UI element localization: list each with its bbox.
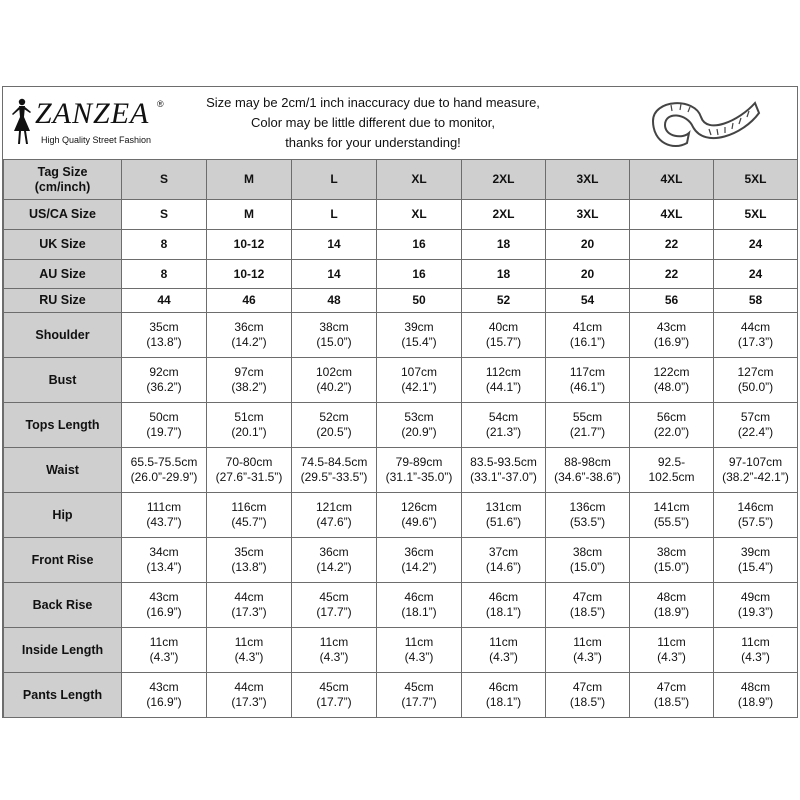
measure-value-secondary: (22.0”): [653, 425, 690, 439]
measure-value-secondary: (18.5”): [653, 695, 690, 709]
measure-cell: [377, 358, 462, 403]
measure-value-secondary: (34.6”-38.6”): [554, 470, 621, 484]
measure-cell: [462, 358, 546, 403]
measure-cell: [462, 403, 546, 448]
measure-cell: [207, 358, 292, 403]
measure-value-primary: 11cm: [573, 635, 602, 649]
measure-cell: [377, 448, 462, 493]
measure-value-secondary: (14.2”): [231, 335, 267, 349]
measure-value-primary: 56cm: [656, 410, 687, 424]
measure-cell: [714, 628, 798, 673]
measure-value-secondary: (18.5”): [569, 605, 606, 619]
measure-cell: [377, 493, 462, 538]
measure-cell: [546, 313, 630, 358]
measure-value-secondary: (51.6”): [485, 515, 522, 529]
measure-value-primary: 43cm: [149, 680, 179, 694]
measure-value-primary: 48cm: [656, 590, 687, 604]
size-chart: [2, 86, 798, 718]
measure-value-secondary: (19.3”): [737, 605, 774, 619]
size-row-us: [4, 200, 798, 230]
measure-value-primary: 47cm: [572, 680, 603, 694]
measure-value-secondary: (29.5”-33.5”): [300, 470, 368, 484]
measure-cell: [122, 313, 207, 358]
measure-cell: [630, 448, 714, 493]
measure-value-primary: 11cm: [741, 635, 770, 649]
measure-value-secondary: (20.5”): [316, 425, 352, 439]
measure-row-inside-length: [4, 628, 798, 673]
measure-cell: [292, 448, 377, 493]
measure-row-label: Bust: [4, 358, 122, 403]
measure-value-primary: 57cm: [740, 410, 771, 424]
measure-cell: [546, 448, 630, 493]
tag-size-cell: 4XL: [630, 160, 714, 200]
tag-size-cell: 5XL: [714, 160, 798, 200]
measure-cell: [122, 583, 207, 628]
measure-value-secondary: (15.4”): [401, 335, 437, 349]
measure-value-primary: 107cm: [400, 365, 438, 379]
size-cell: 16: [377, 260, 462, 289]
measure-value-primary: 35cm: [234, 545, 264, 559]
measure-value-secondary: (49.6”): [401, 515, 437, 529]
measure-value-secondary: (42.1”): [401, 380, 437, 394]
measure-cell: [377, 628, 462, 673]
measure-value-secondary: (4.3”): [741, 650, 770, 664]
size-chart-header: [3, 87, 797, 160]
measure-value-secondary: (17.7”): [316, 605, 352, 619]
measure-cell: [462, 448, 546, 493]
size-cell: 22: [630, 260, 714, 289]
fashion-figure-icon: [9, 97, 35, 147]
measure-value-secondary: (18.1”): [401, 605, 437, 619]
measure-cell: [630, 628, 714, 673]
measure-value-secondary: (20.1”): [231, 425, 267, 439]
measure-value-primary: 112cm: [485, 365, 522, 379]
measure-cell: [207, 313, 292, 358]
measure-value-secondary: (15.7”): [485, 335, 522, 349]
measure-value-primary: 88-98cm: [564, 455, 611, 469]
tag-size-row: [4, 160, 798, 200]
measure-cell: [377, 583, 462, 628]
measure-value-secondary: (16.9”): [146, 695, 182, 709]
measure-value-secondary: (17.7”): [401, 695, 437, 709]
measure-value-secondary: (44.1”): [485, 380, 522, 394]
measure-value-primary: 39cm: [740, 545, 771, 559]
notice-line-2: Color may be little different due to monitor,: [251, 115, 495, 130]
measure-value-secondary: (4.3”): [657, 650, 686, 664]
size-row-au: [4, 260, 798, 289]
tag-size-cell: M: [207, 160, 292, 200]
measure-cell: [377, 538, 462, 583]
size-row-ru: [4, 289, 798, 313]
measure-value-primary: 122cm: [653, 365, 690, 379]
size-cell: 22: [630, 230, 714, 260]
measure-cell: [377, 313, 462, 358]
measure-value-primary: 136cm: [569, 500, 606, 514]
measure-value-primary: 65.5-75.5cm: [130, 455, 198, 469]
measure-value-primary: 97cm: [234, 365, 264, 379]
measure-value-primary: 127cm: [737, 365, 774, 379]
measure-value-secondary: (4.3”): [404, 650, 434, 664]
measure-row-back-rise: [4, 583, 798, 628]
measure-value-primary: 11cm: [319, 635, 349, 649]
measure-cell: [207, 538, 292, 583]
measure-value-primary: 34cm: [149, 545, 179, 559]
measure-cell: [377, 673, 462, 718]
measure-value-secondary: (46.1”): [569, 380, 606, 394]
measure-value-secondary: (13.4”): [146, 560, 182, 574]
measure-cell: [714, 493, 798, 538]
measure-value-secondary: (19.7”): [146, 425, 182, 439]
measure-value-primary: 131cm: [485, 500, 522, 514]
measure-value-primary: 36cm: [319, 545, 349, 559]
measure-value-primary: 83.5-93.5cm: [470, 455, 537, 469]
measure-value-secondary: (14.6”): [485, 560, 522, 574]
measure-cell: [207, 403, 292, 448]
measure-value-primary: 70-80cm: [225, 455, 273, 469]
measure-row-shoulder: [4, 313, 798, 358]
measure-row-label: Waist: [4, 448, 122, 493]
measure-value-secondary: (18.5”): [569, 695, 606, 709]
measure-value-primary: 38cm: [572, 545, 603, 559]
measure-cell: [292, 673, 377, 718]
tag-size-cell: S: [122, 160, 207, 200]
measure-value-primary: 41cm: [572, 320, 603, 334]
measure-value-primary: 45cm: [404, 680, 434, 694]
tag-size-cell: L: [292, 160, 377, 200]
tag-size-cell: XL: [377, 160, 462, 200]
measure-value-secondary: (20.9”): [401, 425, 437, 439]
size-cell: L: [292, 200, 377, 230]
measure-value-primary: 11cm: [404, 635, 434, 649]
measure-value-secondary: (55.5”): [653, 515, 690, 529]
measure-cell: [122, 538, 207, 583]
measure-value-secondary: (21.3”): [485, 425, 522, 439]
measure-value-secondary: (14.2”): [401, 560, 437, 574]
measure-value-secondary: (17.3”): [231, 605, 267, 619]
size-cell: 18: [462, 230, 546, 260]
size-cell: S: [122, 200, 207, 230]
measure-value-primary: 111cm: [146, 500, 182, 514]
measure-cell: [122, 628, 207, 673]
measure-value-primary: 37cm: [488, 545, 519, 559]
measure-value-secondary: (43.7”): [146, 515, 182, 529]
measure-row-tops-length: [4, 403, 798, 448]
measure-value-primary: 116cm: [231, 500, 267, 514]
measure-value-primary: 38cm: [319, 320, 349, 334]
size-cell: M: [207, 200, 292, 230]
measure-value-secondary: (18.9”): [653, 605, 690, 619]
measure-value-secondary: (57.5”): [737, 515, 774, 529]
measure-cell: [207, 493, 292, 538]
measure-value-secondary: (16.9”): [146, 605, 182, 619]
measure-cell: [292, 493, 377, 538]
measure-value-primary: 141cm: [653, 500, 690, 514]
measure-value-secondary: (53.5”): [569, 515, 606, 529]
measure-value-primary: 46cm: [488, 590, 519, 604]
size-cell: 10-12: [207, 230, 292, 260]
measure-row-label: Front Rise: [4, 538, 122, 583]
measure-value-secondary: (4.3”): [319, 650, 349, 664]
measure-cell: [292, 538, 377, 583]
measure-value-secondary: (21.7”): [569, 425, 606, 439]
measure-cell: [462, 583, 546, 628]
size-cell: 56: [630, 289, 714, 313]
measure-value-secondary: (16.1”): [569, 335, 606, 349]
measure-value-primary: 43cm: [656, 320, 687, 334]
measure-value-primary: 51cm: [234, 410, 264, 424]
measure-cell: [462, 628, 546, 673]
tag-size-cell: 3XL: [546, 160, 630, 200]
measure-value-secondary: (15.0”): [569, 560, 606, 574]
size-row-label: UK Size: [4, 230, 122, 260]
measure-value-secondary: (4.3”): [234, 650, 264, 664]
measure-cell: [122, 403, 207, 448]
size-row-label: AU Size: [4, 260, 122, 289]
size-row-uk: [4, 230, 798, 260]
size-cell: 20: [546, 260, 630, 289]
measure-value-primary: 39cm: [404, 320, 434, 334]
size-row-label: US/CA Size: [4, 200, 122, 230]
measure-cell: [207, 583, 292, 628]
measure-value-secondary: (26.0”-29.9”): [130, 470, 198, 484]
tag-size-cell: 2XL: [462, 160, 546, 200]
measure-cell: [207, 448, 292, 493]
measure-cell: [462, 673, 546, 718]
measure-value-secondary: 102.5cm: [648, 470, 695, 484]
measure-cell: [630, 583, 714, 628]
measure-value-primary: 36cm: [404, 545, 434, 559]
measure-value-primary: 44cm: [740, 320, 771, 334]
measure-value-primary: 50cm: [149, 410, 179, 424]
measure-cell: [714, 583, 798, 628]
measure-value-primary: 36cm: [234, 320, 264, 334]
size-cell: 3XL: [546, 200, 630, 230]
measure-value-secondary: (45.7”): [231, 515, 267, 529]
measure-value-secondary: (18.1”): [485, 605, 522, 619]
measure-value-secondary: (17.3”): [231, 695, 267, 709]
measure-value-primary: 92.5-: [657, 455, 686, 469]
measure-value-primary: 48cm: [740, 680, 771, 694]
measure-value-secondary: (14.2”): [316, 560, 352, 574]
measure-cell: [714, 673, 798, 718]
measure-value-secondary: (16.9”): [653, 335, 690, 349]
measure-value-secondary: (36.2”): [146, 380, 182, 394]
measure-value-primary: 146cm: [737, 500, 774, 514]
measure-cell: [546, 628, 630, 673]
measure-value-secondary: (31.1”-35.0”): [385, 470, 453, 484]
measure-value-primary: 121cm: [315, 500, 353, 514]
measure-value-secondary: (4.3”): [489, 650, 518, 664]
measuring-tape-icon: [643, 91, 763, 155]
measure-value-primary: 45cm: [319, 590, 349, 604]
measure-value-secondary: (15.0”): [653, 560, 690, 574]
size-cell: XL: [377, 200, 462, 230]
measure-value-primary: 117cm: [569, 365, 606, 379]
measure-value-secondary: (22.4”): [737, 425, 774, 439]
size-cell: 50: [377, 289, 462, 313]
measure-value-primary: 40cm: [488, 320, 519, 334]
measure-row-label: Tops Length: [4, 403, 122, 448]
measure-value-secondary: (38.2”-42.1”): [722, 470, 789, 484]
size-cell: 16: [377, 230, 462, 260]
measure-cell: [207, 628, 292, 673]
size-cell: 14: [292, 230, 377, 260]
measure-cell: [546, 493, 630, 538]
measure-cell: [714, 358, 798, 403]
measure-value-primary: 38cm: [656, 545, 687, 559]
notice-line-1: Size may be 2cm/1 inch inaccuracy due to hand measure,: [206, 95, 540, 110]
size-cell: 24: [714, 230, 798, 260]
measure-cell: [462, 538, 546, 583]
measure-value-primary: 47cm: [572, 590, 603, 604]
measure-row-label: Inside Length: [4, 628, 122, 673]
measure-cell: [714, 313, 798, 358]
measure-cell: [546, 403, 630, 448]
size-cell: 54: [546, 289, 630, 313]
size-cell: 46: [207, 289, 292, 313]
measure-row-label: Shoulder: [4, 313, 122, 358]
measure-cell: [462, 493, 546, 538]
measure-cell: [714, 538, 798, 583]
measure-value-primary: 46cm: [488, 680, 519, 694]
measure-value-secondary: (4.3”): [149, 650, 179, 664]
measure-value-primary: 74.5-84.5cm: [300, 455, 368, 469]
measure-cell: [292, 403, 377, 448]
measure-value-primary: 44cm: [234, 680, 264, 694]
size-cell: 2XL: [462, 200, 546, 230]
measure-cell: [122, 673, 207, 718]
size-cell: 18: [462, 260, 546, 289]
measure-cell: [714, 403, 798, 448]
brand-tagline: High Quality Street Fashion: [41, 135, 152, 145]
measure-value-secondary: (40.2”): [316, 380, 352, 394]
size-cell: 58: [714, 289, 798, 313]
measure-row-label: Hip: [4, 493, 122, 538]
measure-cell: [630, 403, 714, 448]
measure-cell: [630, 313, 714, 358]
measure-value-secondary: (27.6”-31.5”): [215, 470, 283, 484]
measure-value-primary: 55cm: [572, 410, 603, 424]
size-cell: 48: [292, 289, 377, 313]
measure-cell: [377, 403, 462, 448]
registered-mark: ®: [157, 99, 164, 109]
measure-value-secondary: (50.0”): [737, 380, 774, 394]
measure-value-secondary: (15.4”): [737, 560, 774, 574]
measure-value-primary: 126cm: [400, 500, 438, 514]
measure-value-primary: 47cm: [656, 680, 687, 694]
measure-row-label: Pants Length: [4, 673, 122, 718]
measure-value-secondary: (4.3”): [573, 650, 602, 664]
brand-logo: [7, 91, 177, 155]
measure-value-primary: 11cm: [149, 635, 179, 649]
measure-cell: [292, 313, 377, 358]
measure-value-secondary: (17.7”): [316, 695, 352, 709]
measure-row-hip: [4, 493, 798, 538]
notice-line-3: thanks for your understanding!: [285, 135, 461, 150]
measure-cell: [546, 538, 630, 583]
measure-value-primary: 44cm: [234, 590, 264, 604]
measure-cell: [630, 538, 714, 583]
measure-row-label: Back Rise: [4, 583, 122, 628]
size-cell: 8: [122, 260, 207, 289]
measure-cell: [546, 583, 630, 628]
measurement-notice: [183, 93, 563, 153]
measure-row-pants-length: [4, 673, 798, 718]
measure-value-primary: 11cm: [657, 635, 686, 649]
measure-value-primary: 43cm: [149, 590, 179, 604]
measure-value-secondary: (13.8”): [231, 560, 267, 574]
measure-cell: [462, 313, 546, 358]
measure-value-primary: 97-107cm: [728, 455, 783, 469]
measure-cell: [292, 583, 377, 628]
size-cell: 24: [714, 260, 798, 289]
measure-value-secondary: (33.1”-37.0”): [470, 470, 537, 484]
measure-value-primary: 54cm: [488, 410, 519, 424]
measure-cell: [207, 673, 292, 718]
measure-cell: [122, 448, 207, 493]
measure-cell: [630, 673, 714, 718]
measure-value-secondary: (18.1”): [485, 695, 522, 709]
measure-cell: [292, 628, 377, 673]
measure-row-waist: [4, 448, 798, 493]
brand-name: ZANZEA: [35, 97, 150, 130]
size-table: [3, 159, 798, 718]
measure-value-secondary: (38.2”): [231, 380, 267, 394]
size-cell: 52: [462, 289, 546, 313]
size-cell: 20: [546, 230, 630, 260]
size-cell: 4XL: [630, 200, 714, 230]
size-cell: 10-12: [207, 260, 292, 289]
measure-value-primary: 46cm: [404, 590, 434, 604]
measure-cell: [122, 358, 207, 403]
size-cell: 5XL: [714, 200, 798, 230]
measure-cell: [714, 448, 798, 493]
measure-value-primary: 53cm: [404, 410, 434, 424]
measure-value-primary: 11cm: [234, 635, 264, 649]
measure-value-secondary: (18.9”): [737, 695, 774, 709]
measure-value-primary: 11cm: [489, 635, 518, 649]
size-cell: 8: [122, 230, 207, 260]
size-cell: 44: [122, 289, 207, 313]
measurement-rows: [4, 313, 798, 718]
measure-value-primary: 102cm: [315, 365, 353, 379]
measure-cell: [292, 358, 377, 403]
measure-row-front-rise: [4, 538, 798, 583]
measure-cell: [630, 358, 714, 403]
measure-value-primary: 45cm: [319, 680, 349, 694]
measure-value-primary: 52cm: [319, 410, 349, 424]
measure-value-secondary: (48.0”): [653, 380, 690, 394]
measure-value-secondary: (15.0”): [316, 335, 352, 349]
measure-cell: [546, 358, 630, 403]
measure-value-primary: 79-89cm: [395, 455, 443, 469]
measure-value-secondary: (13.8”): [146, 335, 182, 349]
size-row-label: RU Size: [4, 289, 122, 313]
measure-cell: [546, 673, 630, 718]
measure-value-secondary: (17.3”): [737, 335, 774, 349]
size-cell: 14: [292, 260, 377, 289]
tag-size-label: Tag Size (cm/inch): [4, 160, 122, 200]
measure-value-primary: 92cm: [149, 365, 179, 379]
measure-value-primary: 49cm: [740, 590, 771, 604]
measure-value-secondary: (47.6”): [316, 515, 352, 529]
measure-cell: [122, 493, 207, 538]
measure-row-bust: [4, 358, 798, 403]
measure-cell: [630, 493, 714, 538]
measure-value-primary: 35cm: [149, 320, 179, 334]
